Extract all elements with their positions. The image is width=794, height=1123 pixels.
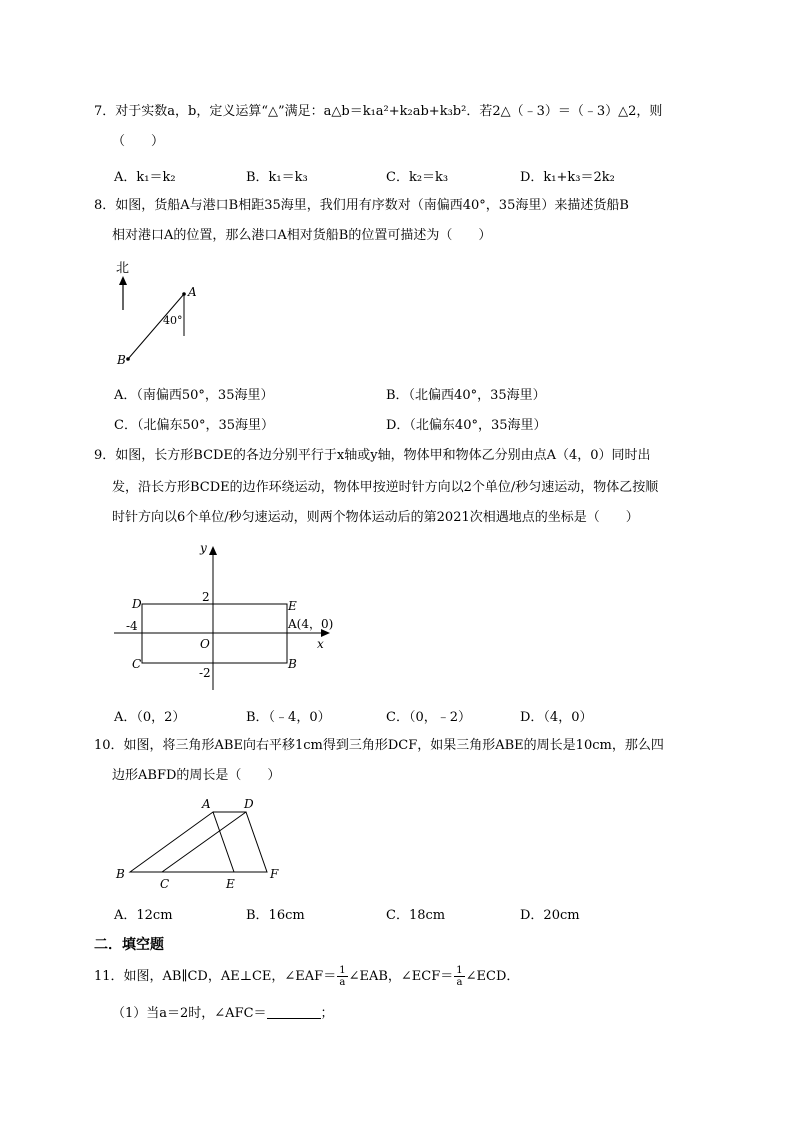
tick-neg4: -4	[126, 619, 138, 633]
section-title: 二．填空题	[94, 937, 164, 953]
angle-label: 40°	[163, 314, 183, 327]
x-axis-label: x	[317, 637, 324, 651]
q8-option-a: A．（南偏西50°，35海里）	[114, 388, 274, 403]
q7-option-c: C．k₂＝k₃	[386, 170, 449, 185]
q7-option-d: D．k₁+k₃＝2k₂	[520, 170, 615, 185]
q8-line1: 8．如图，货船A与港口B相距35海里，我们用有序数对（南偏西40°，35海里）来描述货船B	[94, 198, 629, 213]
q10-line2: 边形ABFD的周长是（ ）	[112, 768, 281, 783]
point-b	[126, 357, 130, 361]
triangle-dcf	[162, 812, 267, 872]
q9-line2: 发，沿长方形BCDE的边作环绕运动，物体甲按逆时针方向以2个单位/秒匀速运动，物体乙按顺	[112, 480, 659, 495]
fraction-2	[454, 965, 464, 988]
label-e: E	[288, 599, 297, 613]
answer-blank[interactable]	[267, 1004, 321, 1019]
q9-option-b: B．（﹣4，0）	[246, 710, 331, 725]
q9-line1: 9．如图，长方形BCDE的各边分别平行于x轴或y轴，物体甲和物体乙分别由点A（4，0）同时出	[94, 448, 651, 463]
label-d: D	[244, 797, 254, 811]
label-f: F	[270, 867, 279, 881]
q10-figure	[108, 792, 288, 892]
q10-option-b: B．16cm	[246, 908, 305, 923]
q8-option-c: C．（北偏东50°，35海里）	[114, 418, 275, 433]
q9-line3: 时针方向以6个单位/秒匀速运动，则两个物体运动后的第2021次相遇地点的坐标是（ ）	[112, 510, 639, 525]
q8-line2: 相对港口A的位置，那么港口A相对货船B的位置可描述为（ ）	[112, 228, 492, 243]
label-b: B	[116, 867, 125, 881]
q8-option-b: B．（北偏西40°，35海里）	[386, 388, 546, 403]
fraction-1-num: 1	[339, 965, 346, 976]
q9-option-a: A．（0，2）	[114, 710, 186, 725]
label-d: D	[132, 597, 142, 611]
q9-option-c: C．（0，﹣2）	[386, 710, 471, 725]
q8-figure	[108, 258, 218, 368]
label-b: B	[288, 657, 297, 671]
q10-line1: 10．如图，将三角形ABE向右平移1cm得到三角形DCF，如果三角形ABE的周长是10cm，那么四	[94, 738, 664, 753]
north-label: 北	[116, 261, 130, 276]
q9-option-d: D．（4，0）	[520, 710, 593, 725]
q11-line1	[94, 962, 519, 992]
q10-option-c: C．18cm	[386, 908, 446, 923]
y-axis-label: y	[200, 541, 207, 555]
tick-2: 2	[202, 590, 210, 604]
label-a: A	[202, 797, 211, 811]
label-a-point: A(4，0)	[288, 617, 334, 631]
label-c: C	[132, 657, 142, 671]
fraction-2-den: a	[456, 977, 463, 988]
q9-figure	[108, 538, 358, 694]
triangle-abe	[130, 812, 234, 872]
q11-text-b: ∠EAB，∠ECF＝	[348, 969, 454, 984]
q11-text-a: 11．如图，AB∥CD，AE⊥CE，∠EAF＝	[94, 969, 337, 984]
tick-neg2: -2	[199, 666, 211, 680]
origin-label: O	[200, 637, 210, 651]
q7-option-a: A．k₁＝k₂	[114, 170, 176, 185]
q10-option-a: A．12cm	[114, 908, 173, 923]
fraction-1-den: a	[339, 977, 346, 988]
q11-sub1	[112, 1004, 334, 1024]
q7-line2: （ ）	[112, 134, 165, 149]
label-e: E	[226, 877, 235, 891]
q7-option-b: B．k₁＝k₃	[246, 170, 308, 185]
fraction-2-num: 1	[456, 965, 463, 976]
q10-option-d: D．20cm	[520, 908, 580, 923]
q11-text-c: ∠ECD．	[465, 969, 520, 984]
label-a: A	[188, 285, 197, 299]
label-b: B	[117, 353, 126, 367]
north-arrow-head-icon	[119, 276, 127, 285]
y-axis-arrow-icon	[209, 546, 217, 555]
label-c: C	[160, 877, 170, 891]
q7-line1: 7．对于实数a，b，定义运算“△”满足：a△b＝k₁a²+k₂ab+k₃b²．若2△（﹣3）＝（﹣3）△2，则	[94, 104, 663, 119]
q11-sub1-end: ；	[320, 1006, 334, 1021]
q8-option-d: D．（北偏东40°，35海里）	[386, 418, 547, 433]
point-a	[182, 292, 186, 296]
q11-sub1-text: （1）当a＝2时，∠AFC＝	[112, 1006, 267, 1021]
fraction-1	[337, 965, 347, 988]
